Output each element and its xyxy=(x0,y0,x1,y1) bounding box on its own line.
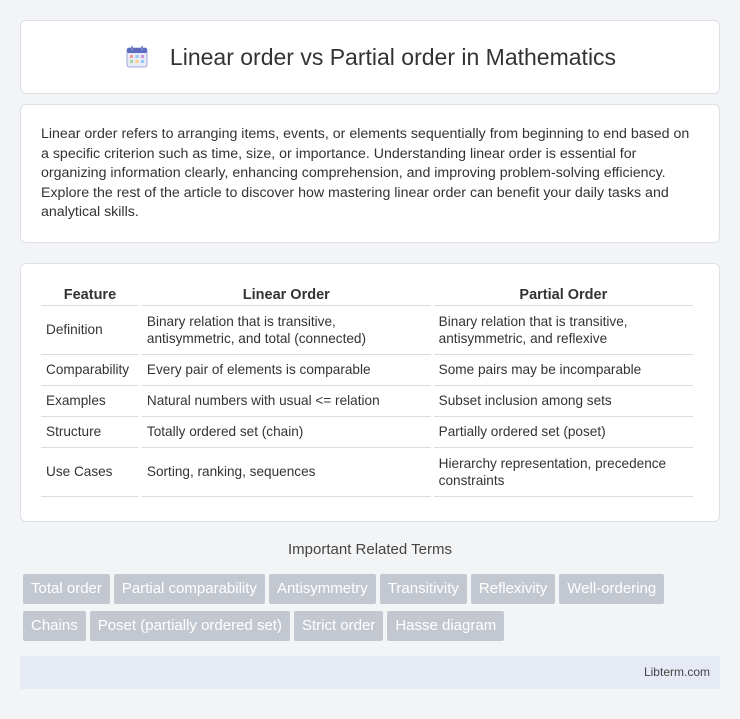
table-row xyxy=(41,355,693,386)
footer xyxy=(20,656,720,689)
tag-poset[interactable]: Poset (partially ordered set) xyxy=(90,611,290,641)
tag-transitivity[interactable]: Transitivity xyxy=(380,574,467,604)
row-linear: Binary relation that is transitive, antisymmetric, and total (connected) xyxy=(142,306,431,355)
row-feature: Use Cases xyxy=(41,448,139,497)
tag-well-ordering[interactable]: Well-ordering xyxy=(559,574,664,604)
row-partial: Hierarchy representation, precedence constraints xyxy=(434,448,693,497)
row-linear: Sorting, ranking, sequences xyxy=(142,448,431,497)
intro-card xyxy=(20,104,720,243)
related-terms-list xyxy=(23,574,723,648)
intro-text: Linear order refers to arranging items, events, or elements sequentially from beginning to end based on a specific criterion such as time, size, or importance. Understanding linear order is essential for organizing information clearly, enhancing comprehension, and improving problem-solving efficiency. Explore the rest of the article to discover how mastering linear order can benefit your daily tasks and analytical skills. xyxy=(41,126,690,221)
tag-chains[interactable]: Chains xyxy=(23,611,86,641)
tag-partial-comparability[interactable]: Partial comparability xyxy=(114,574,265,604)
table-row xyxy=(41,386,693,417)
comparison-table-card xyxy=(20,263,720,522)
table-row xyxy=(41,417,693,448)
tag-antisymmetry[interactable]: Antisymmetry xyxy=(269,574,376,604)
row-feature: Definition xyxy=(41,306,139,355)
row-partial: Some pairs may be incomparable xyxy=(434,355,693,386)
related-terms-title: Important Related Terms xyxy=(288,541,452,558)
tag-total-order[interactable]: Total order xyxy=(23,574,110,604)
table-row xyxy=(41,306,693,355)
row-linear: Totally ordered set (chain) xyxy=(142,417,431,448)
table-row xyxy=(41,448,693,497)
table-header-row xyxy=(41,284,693,306)
tag-strict-order[interactable]: Strict order xyxy=(294,611,383,641)
row-partial: Partially ordered set (poset) xyxy=(434,417,693,448)
header-partial-order: Partial Order xyxy=(434,284,693,306)
page-title: Linear order vs Partial order in Mathematics xyxy=(169,43,617,70)
comparison-table xyxy=(38,284,696,497)
row-partial: Subset inclusion among sets xyxy=(434,386,693,417)
row-partial: Binary relation that is transitive, antisymmetric, and reflexive xyxy=(434,306,693,355)
calendar-icon xyxy=(124,44,150,70)
header-card xyxy=(20,20,720,94)
row-linear: Natural numbers with usual <= relation xyxy=(142,386,431,417)
row-feature: Examples xyxy=(41,386,139,417)
row-feature: Comparability xyxy=(41,355,139,386)
row-linear: Every pair of elements is comparable xyxy=(142,355,431,386)
tag-reflexivity[interactable]: Reflexivity xyxy=(471,574,555,604)
row-feature: Structure xyxy=(41,417,139,448)
header-feature: Feature xyxy=(41,284,139,306)
footer-brand[interactable]: Libterm.com xyxy=(643,665,710,679)
tag-hasse-diagram[interactable]: Hasse diagram xyxy=(387,611,504,641)
header-linear-order: Linear Order xyxy=(142,284,431,306)
